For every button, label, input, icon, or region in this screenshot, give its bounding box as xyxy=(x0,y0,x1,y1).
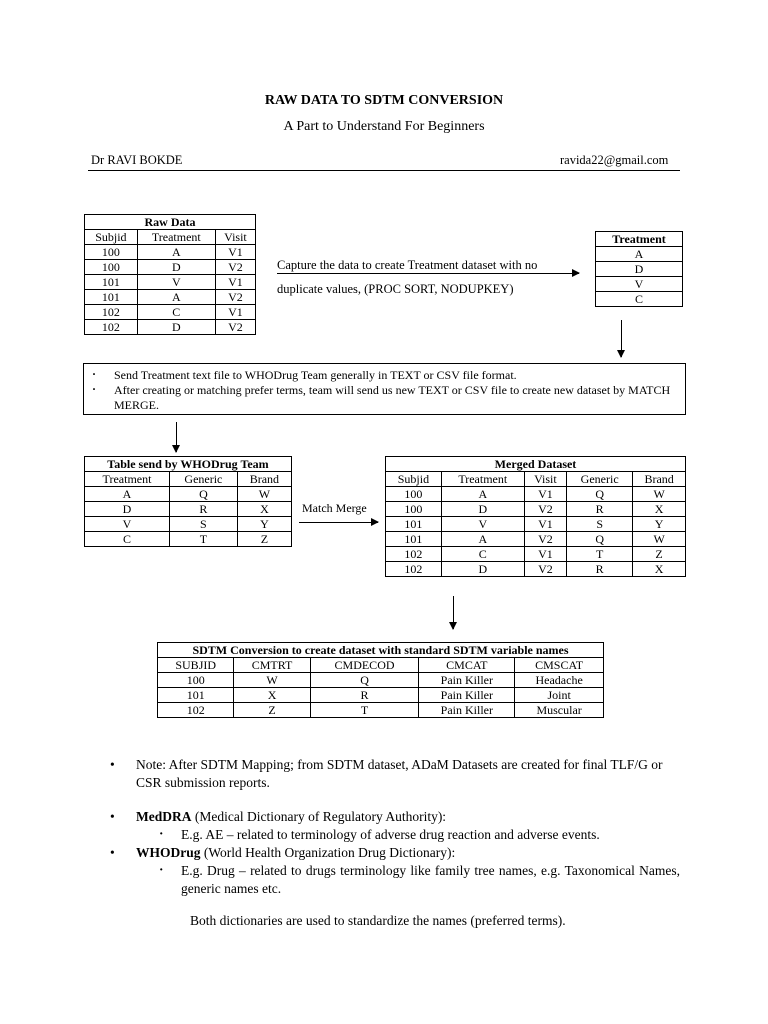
cell: D xyxy=(596,262,683,277)
match-merge-label: Match Merge xyxy=(302,501,367,515)
table-row xyxy=(596,277,683,292)
capture-line-1: Capture the data to create Treatment dataset with no xyxy=(277,258,538,272)
cell: T xyxy=(310,703,419,718)
cell: V2 xyxy=(524,562,566,577)
cell: A xyxy=(441,532,524,547)
cell: D xyxy=(85,502,170,517)
cell: C xyxy=(137,305,215,320)
table-row xyxy=(85,502,292,517)
author-name: Dr RAVI BOKDE xyxy=(91,153,183,167)
notes-section xyxy=(110,756,680,930)
table-row xyxy=(85,260,256,275)
table-row xyxy=(386,517,686,532)
table-caption: Merged Dataset xyxy=(386,457,686,472)
meddra-item xyxy=(110,808,680,826)
table-row xyxy=(158,688,604,703)
header-rule xyxy=(88,170,680,171)
cell: Headache xyxy=(515,673,604,688)
cell: D xyxy=(441,502,524,517)
cell: Joint xyxy=(515,688,604,703)
cell: Z xyxy=(234,703,310,718)
cell: R xyxy=(567,502,633,517)
cell: 101 xyxy=(158,688,234,703)
cell: V1 xyxy=(215,305,255,320)
column-header: CMTRT xyxy=(234,658,310,673)
cell: 101 xyxy=(386,532,442,547)
whodrug-instruction-box xyxy=(83,363,686,415)
cell: A xyxy=(137,245,215,260)
table-row xyxy=(386,532,686,547)
cell: Y xyxy=(237,517,291,532)
instruction-item: · Send Treatment text file to WHODrug Team generally in TEXT or CSV file format. xyxy=(114,368,677,383)
table-caption: Treatment xyxy=(596,232,683,247)
final-statement: Both dictionaries are used to standardize the names (preferred terms). xyxy=(190,913,566,928)
cell: S xyxy=(567,517,633,532)
column-header: Subjid xyxy=(386,472,442,487)
cell: A xyxy=(137,290,215,305)
whodrug-table xyxy=(84,456,292,547)
cell: Y xyxy=(633,517,686,532)
cell: V1 xyxy=(215,245,255,260)
cell: Z xyxy=(237,532,291,547)
right-arrow-icon xyxy=(277,273,579,274)
instruction-item: · After creating or matching prefer terms, team will send us new TEXT or CSV file to create new dataset by MATCH MERGE. xyxy=(114,383,677,413)
cell: V xyxy=(137,275,215,290)
meddra-example: · E.g. AE – related to terminology of adverse drug reaction and adverse events. xyxy=(110,826,680,844)
cell: 100 xyxy=(386,502,442,517)
table-row xyxy=(386,487,686,502)
cell: V xyxy=(441,517,524,532)
column-header: Treatment xyxy=(441,472,524,487)
cell: D xyxy=(441,562,524,577)
cell: 102 xyxy=(85,320,138,335)
table-row xyxy=(85,532,292,547)
table-caption: Raw Data xyxy=(85,215,256,230)
table-caption: SDTM Conversion to create dataset with standard SDTM variable names xyxy=(158,643,604,658)
cell: A xyxy=(85,487,170,502)
cell: V2 xyxy=(215,290,255,305)
cell: V2 xyxy=(524,502,566,517)
table-row xyxy=(386,502,686,517)
column-header: Visit xyxy=(215,230,255,245)
column-header: Brand xyxy=(633,472,686,487)
column-header: Generic xyxy=(567,472,633,487)
cell: W xyxy=(234,673,310,688)
cell: 100 xyxy=(386,487,442,502)
cell: C xyxy=(596,292,683,307)
cell: Q xyxy=(310,673,419,688)
cell: V1 xyxy=(524,487,566,502)
table-row xyxy=(158,703,604,718)
column-header: Generic xyxy=(170,472,238,487)
raw-data-table xyxy=(84,214,256,335)
capture-description xyxy=(277,253,537,301)
meddra-term: MedDRA xyxy=(136,809,192,824)
cell: 101 xyxy=(386,517,442,532)
cell: V1 xyxy=(215,275,255,290)
cell: 101 xyxy=(85,275,138,290)
cell: X xyxy=(633,562,686,577)
whodrug-description: (World Health Organization Drug Dictionary): xyxy=(200,845,456,860)
cell: Pain Killer xyxy=(419,688,515,703)
down-arrow-icon xyxy=(621,320,622,357)
right-arrow-icon xyxy=(299,522,378,523)
cell: Muscular xyxy=(515,703,604,718)
cell: V2 xyxy=(215,260,255,275)
column-header: Brand xyxy=(237,472,291,487)
down-arrow-icon xyxy=(453,596,454,629)
cell: Q xyxy=(170,487,238,502)
cell: Q xyxy=(567,532,633,547)
cell: T xyxy=(567,547,633,562)
table-caption: Table send by WHODrug Team xyxy=(85,457,292,472)
page-title: RAW DATA TO SDTM CONVERSION xyxy=(264,93,504,108)
treatment-table xyxy=(595,231,683,307)
table-row xyxy=(386,562,686,577)
whodrug-term: WHODrug xyxy=(136,845,201,860)
cell: T xyxy=(170,532,238,547)
table-row xyxy=(85,487,292,502)
author-email: ravida22@gmail.com xyxy=(560,153,669,167)
table-row xyxy=(596,262,683,277)
capture-line-2: duplicate values, (PROC SORT, NODUPKEY) xyxy=(277,282,514,296)
cell: V1 xyxy=(524,547,566,562)
cell: 102 xyxy=(85,305,138,320)
cell: V2 xyxy=(524,532,566,547)
cell: V2 xyxy=(215,320,255,335)
cell: V xyxy=(85,517,170,532)
column-header: SUBJID xyxy=(158,658,234,673)
table-row xyxy=(386,547,686,562)
merged-dataset-table xyxy=(385,456,686,577)
cell: Q xyxy=(567,487,633,502)
cell: 102 xyxy=(158,703,234,718)
cell: Z xyxy=(633,547,686,562)
column-header: CMDECOD xyxy=(310,658,419,673)
table-row xyxy=(85,305,256,320)
cell: D xyxy=(137,320,215,335)
table-row xyxy=(85,320,256,335)
whodrug-item xyxy=(110,844,680,862)
note-item: • Note: After SDTM Mapping; from SDTM dataset, ADaM Datasets are created for final TLF/G or CSR submission reports. xyxy=(110,756,680,792)
cell: V1 xyxy=(524,517,566,532)
cell: 100 xyxy=(158,673,234,688)
page-subtitle: A Part to Understand For Beginners xyxy=(283,119,485,134)
cell: Pain Killer xyxy=(419,673,515,688)
sdtm-table xyxy=(157,642,604,718)
cell: V xyxy=(596,277,683,292)
cell: 100 xyxy=(85,245,138,260)
cell: A xyxy=(441,487,524,502)
cell: D xyxy=(137,260,215,275)
table-row xyxy=(596,247,683,262)
table-row xyxy=(158,673,604,688)
cell: Pain Killer xyxy=(419,703,515,718)
cell: X xyxy=(633,502,686,517)
column-header: Treatment xyxy=(85,472,170,487)
column-header: Treatment xyxy=(137,230,215,245)
cell: 100 xyxy=(85,260,138,275)
column-header: CMSCAT xyxy=(515,658,604,673)
cell: 102 xyxy=(386,562,442,577)
cell: W xyxy=(237,487,291,502)
cell: X xyxy=(237,502,291,517)
whodrug-example: · E.g. Drug – related to drugs terminology like family tree names, e.g. Taxonomical Names, generic names etc. xyxy=(110,862,680,898)
cell: S xyxy=(170,517,238,532)
column-header: Visit xyxy=(524,472,566,487)
cell: R xyxy=(310,688,419,703)
cell: X xyxy=(234,688,310,703)
table-row xyxy=(85,275,256,290)
meddra-description: (Medical Dictionary of Regulatory Authority): xyxy=(191,809,447,824)
cell: 101 xyxy=(85,290,138,305)
cell: C xyxy=(85,532,170,547)
cell: W xyxy=(633,532,686,547)
table-row xyxy=(85,290,256,305)
cell: A xyxy=(596,247,683,262)
cell: 102 xyxy=(386,547,442,562)
cell: W xyxy=(633,487,686,502)
cell: R xyxy=(567,562,633,577)
table-row xyxy=(596,292,683,307)
column-header: CMCAT xyxy=(419,658,515,673)
column-header: Subjid xyxy=(85,230,138,245)
cell: C xyxy=(441,547,524,562)
table-row xyxy=(85,517,292,532)
table-row xyxy=(85,245,256,260)
cell: R xyxy=(170,502,238,517)
down-arrow-icon xyxy=(176,422,177,452)
